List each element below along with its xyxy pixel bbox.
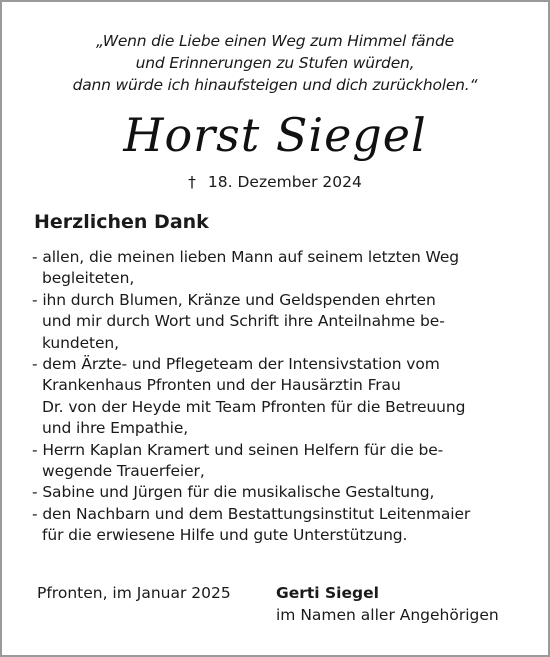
quote-line: „Wenn die Liebe einen Weg zum Himmel fände xyxy=(96,32,454,50)
memorial-quote xyxy=(0,30,550,96)
signer-name: Gerti Siegel xyxy=(276,584,379,602)
thanks-line: für die erwiesene Hilfe und gute Unterstützung. xyxy=(42,526,408,545)
thanks-line: und ihre Empathie, xyxy=(42,419,189,438)
death-date: 18. Dezember 2024 xyxy=(207,173,362,191)
thanks-heading: Herzlichen Dank xyxy=(34,211,209,233)
thanks-line: - allen, die meinen lieben Mann auf seinem letzten Weg xyxy=(32,248,460,266)
thanks-line: - Herrn Kaplan Kramert und seinen Helfern für die be- xyxy=(32,440,444,459)
thanks-line: - den Nachbarn und dem Bestattungsinstitut Leitenmaier xyxy=(32,504,471,523)
thanks-line: wegende Trauerfeier, xyxy=(42,462,205,481)
thanks-line: - ihn durch Blumen, Kränze und Geldspenden ehrten xyxy=(32,290,436,309)
signer-note: im Namen aller Angehörigen xyxy=(276,606,499,624)
thanks-line: und mir durch Wort und Schrift ihre Anteilnahme be- xyxy=(42,312,445,331)
thanks-line: kundeten, xyxy=(42,333,119,352)
quote-line: dann würde ich hinaufsteigen und dich zurückholen.“ xyxy=(72,76,478,94)
place-date: Pfronten, im Januar 2025 xyxy=(37,584,231,602)
thanks-line: - Sabine und Jürgen für die musikalische Gestaltung, xyxy=(32,483,435,502)
thanks-line: - dem Ärzte- und Pflegeteam der Intensivstation vom xyxy=(32,355,440,374)
thanks-line: begleiteten, xyxy=(42,269,135,288)
thanks-list xyxy=(32,247,470,547)
thanks-line: Krankenhaus Pfronten und der Hausärztin Frau xyxy=(42,376,401,395)
death-date-line xyxy=(0,172,550,192)
cross-icon: † xyxy=(188,173,196,191)
quote-line: und Erinnerungen zu Stufen würden, xyxy=(135,54,415,72)
thanks-line: Dr. von der Heyde mit Team Pfronten für die Betreuung xyxy=(42,397,466,416)
deceased-name: Horst Siegel xyxy=(123,108,427,162)
